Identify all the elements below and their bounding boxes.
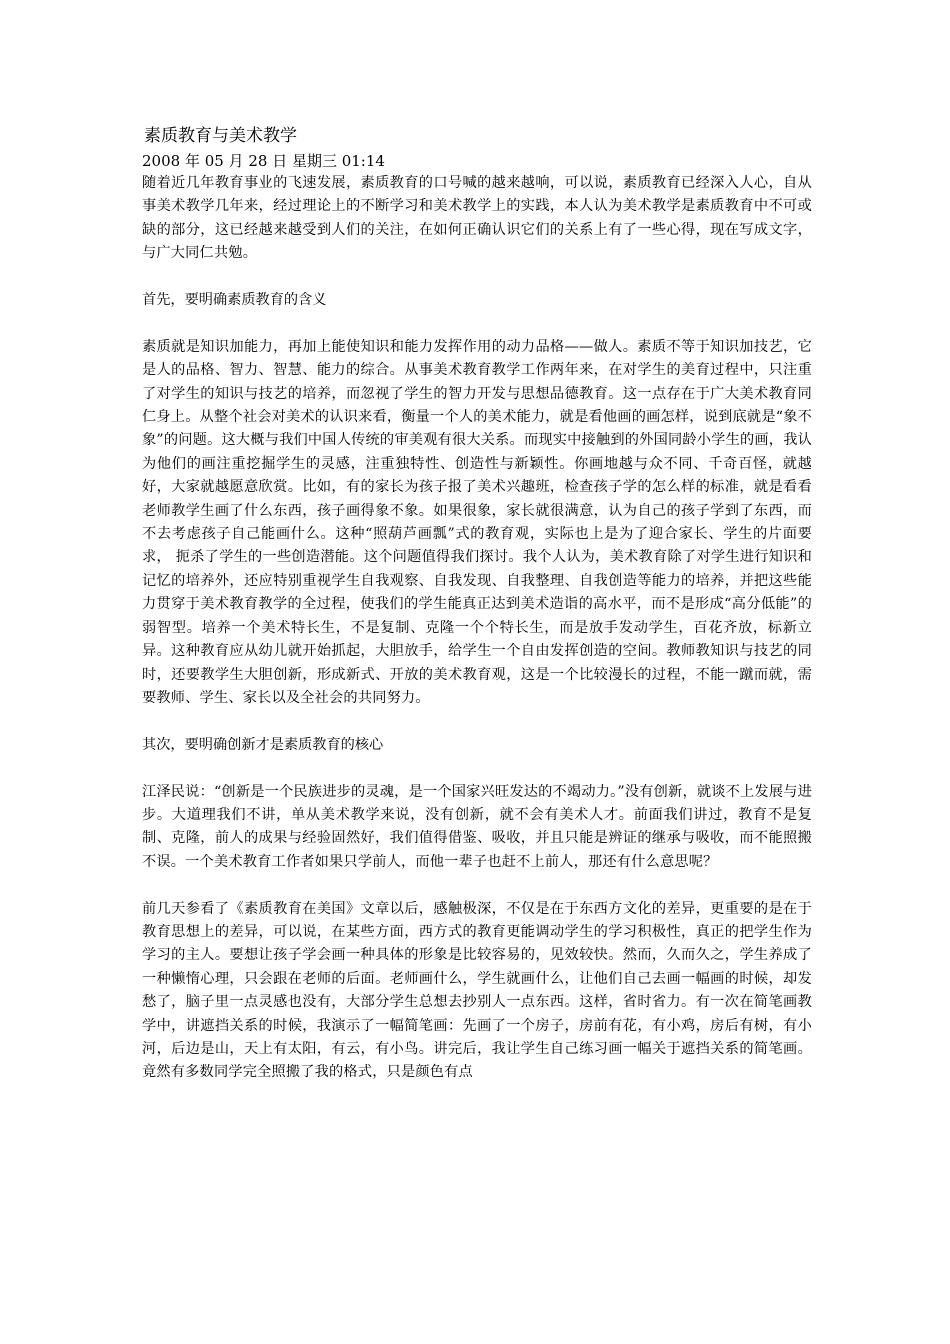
intro-paragraph: 随着近几年教育事业的飞速发展，素质教育的口号喊的越来越响，可以说，素质教育已经深入人心，自从事美术教学几年来，经过理论上的不断学习和美术教学上的实践，本人认为美术教学是素质教育中不可或缺的部分，这已经越来越受到人们的关注，在如何正确认识它们的关系上有了一些心得，现在写成文字，与广大同仁共勉。 — [142, 175, 812, 262]
article-date: 2008 年 05 月 28 日 星期三 01:14 — [142, 152, 385, 170]
article-title: 素质教育与美术教学 — [144, 126, 297, 146]
section-body-1: 素质就是知识加能力，再加上能使知识和能力发挥作用的动力品格——做人。素质不等于知识加技艺，它是人的品格、智力、智慧、能力的综合。从事美术教育教学工作两年来，在对学生的美育过程中，只注重了对学生的知识与技艺的培养，而忽视了学生的智力开发与思想品德教育。这一点存在于广大美术教育同仁身上。从整个社会对美术的认识来看，衡量一个人的美术能力，就是看他画的画怎样，说到底就是“象不象”的问题。这大概与我们中国人传统的审美观有很大关系。而现实中接触到的外国同龄小学生的画，我认为他们的画注重挖掘学生的灵感，注重独特性、创造性与新颖性。你画地越与众不同、千奇百怪，就越好，大家就越愿意欣赏。比如，有的家长为孩子报了美术兴趣班，检查孩子学的怎么样的标准，就是看看老师教学生画了什么东西，孩子画得象不象。如果很象，家长就很满意，认为自己的孩子学到了东西，而不去考虑孩子自己能画什么。这种“照葫芦画瓢”式的教育观，实际也上是为了迎合家长、学生的片面要求， 扼杀了学生的一些创造潜能。这个问题值得我们探讨。我个人认为，美术教育除了对学生进行知识和记忆的培养外，还应特别重视学生自我观察、自我发现、自我整理、自我创造等能力的培养，并把这些能力贯穿于美术教育教学的全过程，使我们的学生能真正达到美术造诣的高水平，而不是形成“高分低能”的弱智型。培养一个美术特长生，不是复制、克隆一个个特长生，而是放手发动学生，百花齐放，标新立异。这种教育应从幼儿就开始抓起，大胆放手，给学生一个自由发挥创造的空间。教师教知识与技艺的同时，还要教学生大胆创新，形成新式、开放的美术教育观，这是一个比较漫长的过程，不能一蹴而就，需要教师、学生、家长以及全社会的共同努力。 — [142, 338, 812, 706]
section-heading-1: 首先，要明确素质教育的含义 — [142, 292, 327, 309]
paragraph-gap — [142, 266, 812, 289]
section-body-2: 江泽民说：“创新是一个民族进步的灵魂，是一个国家兴旺发达的不竭动力。”没有创新，就谈不上发展与进步。大道理我们不讲，单从美术教学来说，没有创新，就不会有美术人才。前面我们讲过，教育不是复制、克隆，前人的成果与经验固然好，我们值得借鉴、吸收，并且只能是辨证的继承与吸收，而不能照搬不误。一个美术教育工作者如果只学前人，而他一辈子也赶不上前人，那还有什么意思呢？ — [142, 783, 812, 870]
paragraph-gap — [142, 312, 812, 335]
paragraph-gap — [142, 710, 812, 733]
document-page — [142, 124, 812, 1085]
section-heading-2: 其次，要明确创新才是素质教育的核心 — [142, 736, 384, 753]
section-body-3: 前几天参看了《素质教育在美国》文章以后，感触极深，不仅是在于东西方文化的差异，更重要的是在于教育思想上的差异，可以说，在某些方面，西方式的教育更能调动学生的学习积极性，真正的把学生作为学习的主人。要想让孩子学会画一种具体的形象是比较容易的，见效较快。然而，久而久之，学生养成了一种懒惰心理，只会跟在老师的后面。老师画什么，学生就画什么，让他们自己去画一幅画的时候，却发愁了，脑子里一点灵感也没有，大部分学生总想去抄别人一点东西。这样，省时省力。有一次在简笔画教学中，讲遮挡关系的时候，我演示了一幅简笔画：先画了一个房子，房前有花，有小鸡，房后有树，有小河，后边是山，天上有太阳，有云，有小鸟。讲完后，我让学生自己练习画一幅关于遮挡关系的简笔画。竟然有多数同学完全照搬了我的格式，只是颜色有点 — [142, 900, 812, 1081]
paragraph-gap — [142, 757, 812, 780]
paragraph-gap — [142, 874, 812, 897]
